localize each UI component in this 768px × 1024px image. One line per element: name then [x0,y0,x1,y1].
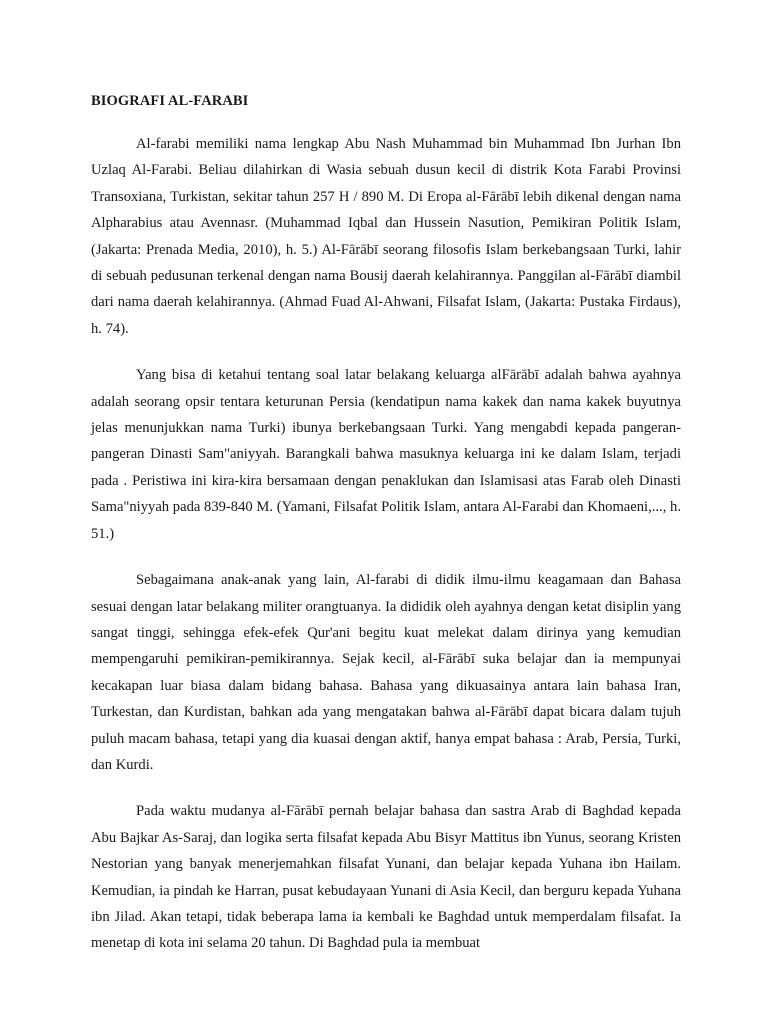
paragraph-1: Al-farabi memiliki nama lengkap Abu Nash Muhammad bin Muhammad Ibn Jurhan Ibn Uzlaq Al-Farabi. Beliau dilahirkan di Wasia sebuah dusun kecil di distrik Kota Farabi Provinsi Transoxiana, Turkistan, sekitar tahun 257 H / 890 M. Di Eropa al-Fārābī lebih dikenal dengan nama Alpharabius atau Avennasr. (Muhammad Iqbal dan Hussein Nasution, Pemikiran Politik Islam, (Jakarta: Prenada Media, 2010), h. 5.) Al-Fārābī seorang filosofis Islam berkebangsaan Turki, lahir di sebuah pedusunan terkenal dengan nama Bousij daerah kelahirannya. Panggilan al-Fārābī diambil dari nama daerah kelahirannya. (Ahmad Fuad Al-Ahwani, Filsafat Islam, (Jakarta: Pustaka Firdaus), h. 74). [91,136,681,337]
paragraph-2: Yang bisa di ketahui tentang soal latar belakang keluarga alFārābī adalah bahwa ayahnya adalah seorang opsir tentara keturunan Persia (kendatipun nama kakek dan nama kakek buyutnya jelas menunjukkan nama Turki) ibunya berkebangsaan Turki. Yang mengabdi kepada pangeran-pangeran Dinasti Sam"aniyyah. Barangkali bahwa masuknya keluarga ini ke dalam Islam, terjadi pada . Peristiwa ini kira-kira bersamaan dengan penaklukan dan Islamisasi atas Farab oleh Dinasti Sama"niyyah pada 839-840 M. (Yamani, Filsafat Politik Islam, antara Al-Farabi dan Khomaeni,..., h. 51.) [91,367,681,542]
paragraph-4: Pada waktu mudanya al-Fārābī pernah belajar bahasa dan sastra Arab di Baghdad kepada Abu Bajkar As-Saraj, dan logika serta filsafat kepada Abu Bisyr Mattitus ibn Yunus, seorang Kristen Nestorian yang banyak menerjemahkan filsafat Yunani, dan belajar kepada Yuhana ibn Hailam. Kemudian, ia pindah ke Harran, pusat kebudayaan Yunani di Asia Kecil, dan berguru kepada Yuhana ibn Jilad. Akan tetapi, tidak beberapa lama ia kembali ke Baghdad untuk memperdalam filsafat. Ia menetap di kota ini selama 20 tahun. Di Baghdad pula ia membuat [91,803,681,952]
document-body [91,90,681,977]
document-title: BIOGRAFI AL-FARABI [91,93,249,109]
paragraph-3: Sebagaimana anak-anak yang lain, Al-farabi di didik ilmu-ilmu keagamaan dan Bahasa sesuai dengan latar belakang militer orangtuanya. Ia dididik oleh ayahnya dengan ketat disiplin yang sangat tinggi, sehingga efek-efek Qur'ani begitu kuat melekat dalam dirinya yang kemudian mempengaruhi pemikiran-pemikirannya. Sejak kecil, al-Fārābī suka belajar dan ia mempunyai kecakapan luar biasa dalam bidang bahasa. Bahasa yang dikuasainya antara lain bahasa Iran, Turkestan, dan Kurdistan, bahkan ada yang mengatakan bahwa al-Fārābī dapat bicara dalam tujuh puluh macam bahasa, tetapi yang dia kuasai dengan aktif, hanya empat bahasa : Arab, Persia, Turki, dan Kurdi. [91,572,681,773]
